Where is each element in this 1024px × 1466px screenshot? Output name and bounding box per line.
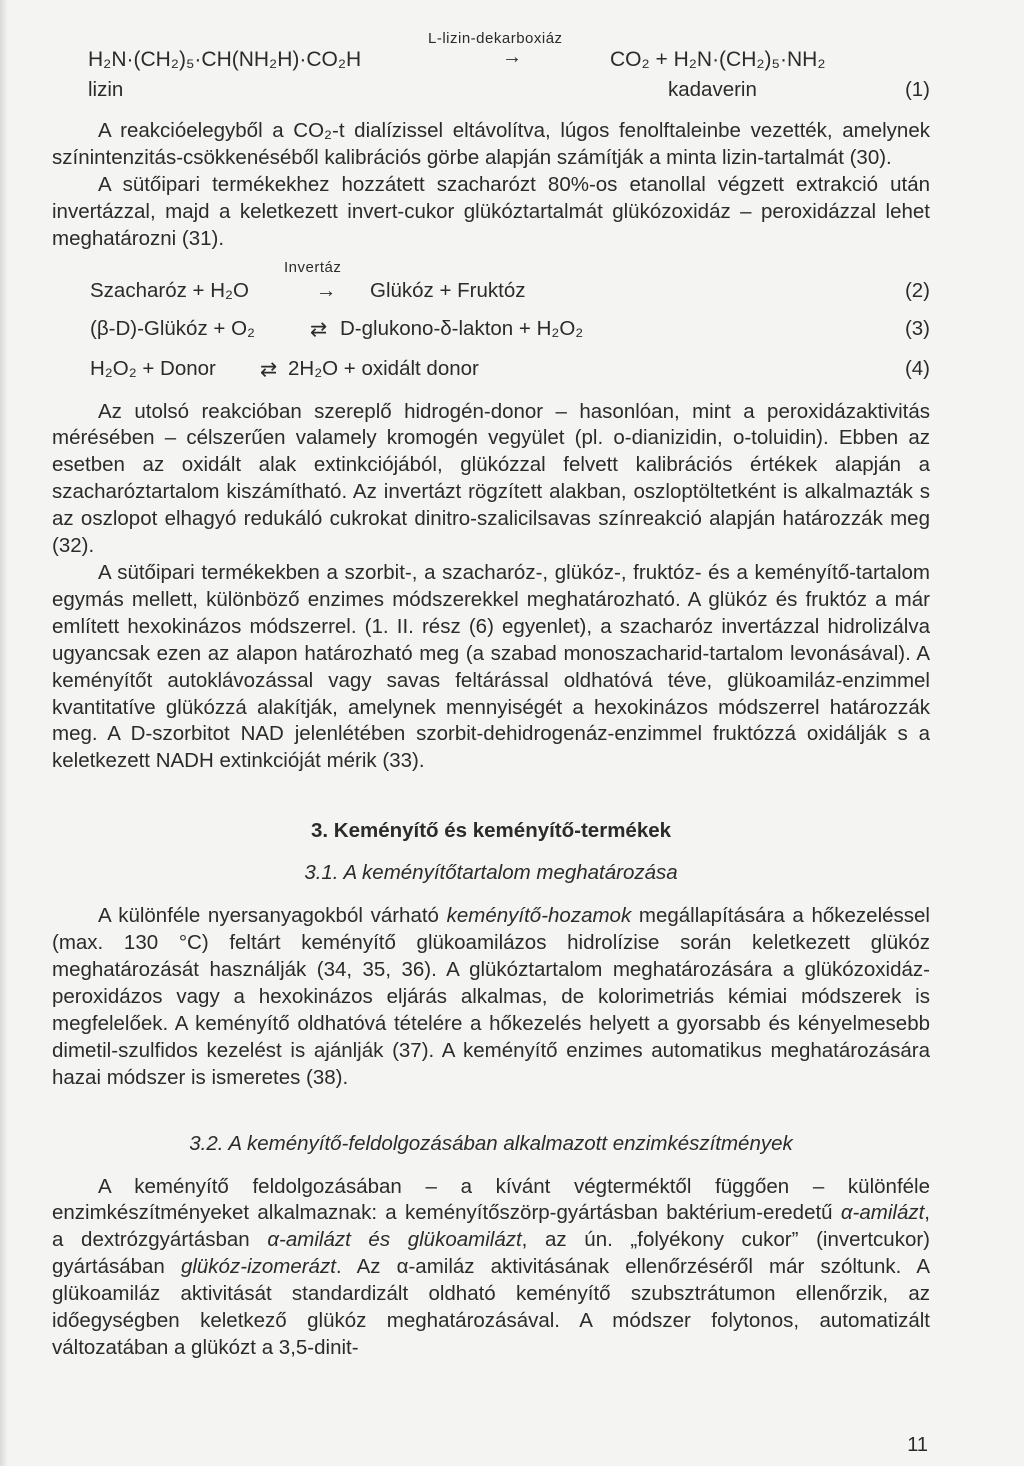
eq1-left: H₂N·(CH₂)₅·CH(NH₂H)·CO₂H (88, 48, 362, 71)
eq1-number: (1) (904, 78, 930, 101)
paragraph-3: Az utolsó reakcióban szereplő hidrogén-donor – hasonlóan, mint a peroxidázaktivitás mérésében – célszerűen valamely kromogén vegyület (pl. o-dianizidin, o-toluidin). Ebben az esetben az oxidált alak extinkciójából, glükózzal felvett kalibrációs értékek alapján a szacharóztartalom kiszámítható. Az invertázt rögzített alakban, oszloptöltetként is alkalmazták s az oszlopot elhagyó redukáló cukrokat dinitro-szalicilsavas színreakció alapján határozzák meg (32). (52, 399, 930, 558)
enzyme-label-1: L-lizin-dekarboxiáz (428, 30, 563, 47)
equation-2 (52, 277, 930, 315)
eq4-number: (4) (904, 356, 930, 380)
eq4-left: H₂O₂ + Donor (90, 356, 216, 380)
eq4-right: 2H₂O + oxidált donor (288, 356, 479, 380)
eq2-right: Glükóz + Fruktóz (370, 278, 526, 302)
enzyme-label-2: Invertáz (284, 258, 342, 276)
p5-italic-term: keményítő-hozamok (446, 904, 632, 928)
eq3-left: (β-D)-Glükóz + O₂ (90, 316, 255, 340)
equation-1 (52, 30, 930, 114)
paragraph-2: A sütőipari termékekhez hozzátett szacharózt 80%-os etanollal végzett extrakció után invertázzal, majd a keletkezett invert-cukor glükóztartalmát glükózoxidáz – peroxidázzal lehet meghatározni (31). (52, 172, 930, 250)
paragraph-4: A sütőipari termékekben a szorbit-, a szacharóz-, glükóz-, fruktóz- és a keményítő-tartalom egymás mellett, különböző enzimes módszerekkel meghatározható. A glükóz és fruktóz a már említett hexokinázos módszerrel. (1. II. rész (6) egyenlet), a szacharóz invertázzal hidrolizálva ugyancsak ezen az alapon határozható meg (a szabad monoszacharid-tartalom levonásával). A keményítőt autoklávozással vagy savas feltárással oldhatóvá téve, glükoamiláz-enzimmel kvantitatíve glükózzá alakítják, amelynek mennyiségét a hexokinázos módszerrel határozzák meg. A D-szorbitot NAD jelenlétében szorbit-dehidrogenáz-enzimmel fruktózzá oxidálják s a keletkezett NADH extinkcióját mérik (33). (52, 560, 930, 773)
eq2-number: (2) (904, 278, 930, 302)
page-number: 11 (907, 1434, 928, 1456)
paragraph-6 (52, 1174, 930, 1362)
p6-italic-2: α-amilázt és glükoamilázt (267, 1228, 522, 1252)
paragraph-1: A reakcióelegyből a CO₂-t dialízissel eltávolítva, lúgos fenolftaleinbe vezették, amelynek színintenzitás-csökkenéséből kalibrációs görbe alapján számítják a minta lizin-tartalmát (30). (52, 119, 930, 169)
eq1-arrow: → (502, 46, 522, 68)
equation-4 (52, 357, 930, 395)
p6-italic-3: glükóz-izomerázt (180, 1255, 336, 1279)
section-3-heading: 3. Keményítő és keményítő-termékek (310, 819, 672, 843)
eq1-right-name: kadaverin (668, 78, 757, 101)
p5-text-1: A különféle nyersanyagokból várható (98, 904, 447, 928)
paragraph-5 (52, 903, 930, 1091)
eq3-right: D-glukono-δ-lakton + H₂O₂ (340, 316, 584, 340)
p5-text-2: megállapítására a hőkezeléssel (max. 130 °C) feltárt keményítő glükoamilázos hidrolízise során keletkezett glükóz meghatározását használják (34, 35, 36). A glükóztartalom meghatározására a glükózoxidáz-peroxidázos vagy a hexokinázos eljárás alkalmas, de kolorimetriás kémiai módszerek is megfelelőek. A keményítő oldhatóvá tételére a hőkezelés helyett a gyorsabb és kényelmesebb dimetil-szulfidos kezelést is ajánlják (37). A keményítő enzimes automatikus meghatározására hazai módszer is ismeretes (38). (52, 904, 930, 1089)
p6-text-1: A keményítő feldolgozásában – a kívánt végterméktől függően – különféle enzimkészítményeket alkalmaznak: a keményítőszörp-gyártásban baktérium-eredetű (52, 1174, 930, 1225)
p6-text-2: , a dextrózgyártásban (52, 1201, 930, 1252)
p6-text-4: . Az α-amiláz aktivitásának ellenőrzéséről már szóltunk. A glükoamiláz aktivitását standardizált oldható keményítő szubsztrátumon ellenőrzik, az időegységben keletkező glükóz meghatározásával. A módszer folytonos, automatizált változatában a glükózt a 3,5-dinit- (52, 1255, 930, 1359)
eq3-arrow: ⇄ (310, 317, 328, 341)
subsection-3-2-heading: 3.2. A keményítő-feldolgozásában alkalmazott enzimkészítmények (189, 1131, 793, 1155)
eq1-left-name: lizin (88, 78, 124, 101)
equation-block (52, 259, 930, 395)
eq2-arrow: → (316, 278, 337, 302)
p6-text-3: , az ún. „folyékony cukor” (invertcukor) gyártásában (52, 1228, 931, 1279)
eq3-number: (3) (904, 316, 930, 340)
equation-3 (52, 317, 930, 355)
page-edge-shadow (0, 0, 8, 1466)
subsection-3-1-heading: 3.1. A keményítőtartalom meghatározása (304, 861, 678, 885)
eq4-arrow: ⇄ (260, 357, 278, 381)
eq2-left: Szacharóz + H₂O (90, 278, 249, 302)
document-page (52, 30, 930, 1362)
eq1-right: CO₂ + H₂N·(CH₂)₅·NH₂ (610, 48, 826, 71)
p6-italic-1: α-amilázt (840, 1201, 925, 1225)
